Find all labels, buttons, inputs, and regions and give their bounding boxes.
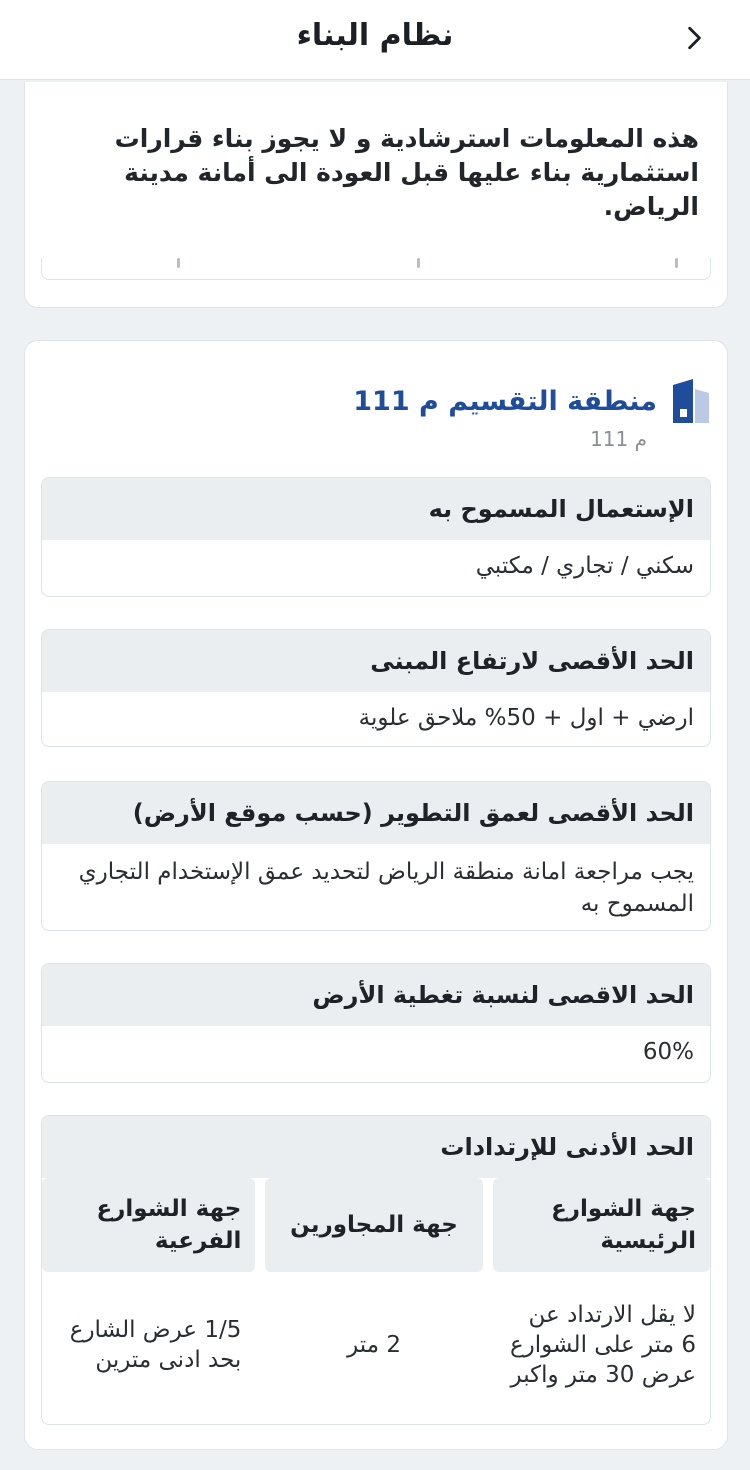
- zone-header: [353, 379, 711, 423]
- zone-code: م 111: [590, 427, 647, 451]
- allowed-use-label: الإستعمال المسموح به: [42, 478, 710, 540]
- zone-title: منطقة التقسيم م 111: [353, 385, 657, 417]
- chevron-right-icon: [681, 25, 707, 51]
- allowed-use-value: سكني / تجاري / مكتبي: [475, 553, 694, 579]
- max-height-section: [41, 629, 711, 747]
- app-header: [0, 0, 750, 80]
- zone-card: [24, 340, 728, 1450]
- building-icon: [671, 379, 711, 423]
- setback-header: جهة المجاورين: [265, 1178, 482, 1272]
- max-depth-section: [41, 781, 711, 931]
- max-depth-label: الحد الأقصى لعمق التطوير (حسب موقع الأرض): [42, 782, 710, 844]
- allowed-use-section: [41, 477, 711, 597]
- max-coverage-section: [41, 963, 711, 1083]
- max-height-label: الحد الأقصى لارتفاع المبنى: [42, 630, 710, 692]
- max-depth-value: يجب مراجعة امانة منطقة الرياض لتحديد عمق الإستخدام التجاري المسموح به: [78, 859, 694, 917]
- setback-value: لا يقل الارتداد عن 6 متر على الشوارع عرض 30 متر واكبر: [509, 1302, 696, 1388]
- setback-column-neighbors: [265, 1178, 482, 1418]
- min-setbacks-label: الحد الأدنى للإرتدادات: [42, 1116, 710, 1178]
- setback-value: 1/5 عرض الشارع بحد ادنى مترين: [69, 1317, 242, 1373]
- setback-column-side-streets: [42, 1178, 255, 1418]
- back-button[interactable]: [672, 16, 716, 60]
- setbacks-table: [42, 1178, 710, 1418]
- disclaimer-text: هذه المعلومات استرشادية و لا يجوز بناء قرارات استثمارية بناء عليها قبل العودة الى أمانة مدينة الرياض.: [114, 124, 699, 221]
- max-coverage-label: الحد الاقصى لنسبة تغطية الأرض: [42, 964, 710, 1026]
- page-title: نظام البناء: [296, 18, 454, 53]
- min-setbacks-section: [41, 1115, 711, 1425]
- setback-header: جهة الشوارع الرئيسية: [493, 1178, 710, 1272]
- max-height-value: ارضي + اول + 50% ملاحق علوية: [358, 705, 694, 731]
- setback-value: 2 متر: [347, 1332, 401, 1358]
- setback-header: جهة الشوارع الفرعية: [42, 1178, 255, 1272]
- scrolled-content-edge: [41, 258, 711, 280]
- setback-column-main-streets: [493, 1178, 710, 1418]
- max-coverage-value: 60%: [642, 1039, 694, 1065]
- notice-card: [24, 82, 728, 308]
